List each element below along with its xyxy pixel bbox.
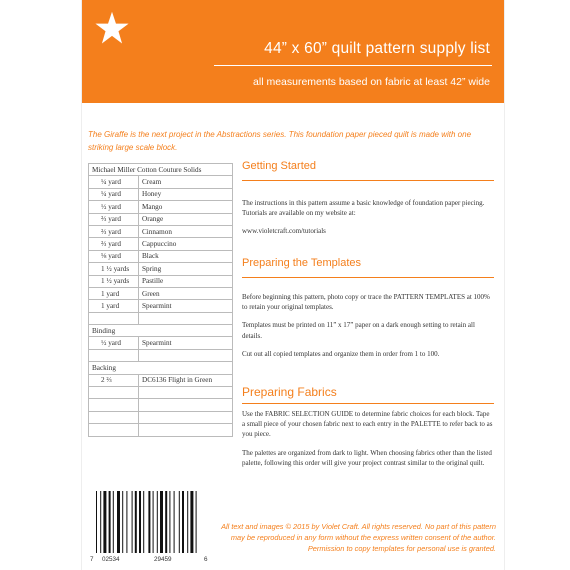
table-row — [89, 349, 233, 361]
fabric-name: Cappuccino — [139, 238, 233, 250]
fabric-name: Spring — [139, 263, 233, 275]
table-row — [89, 424, 233, 436]
page-title: 44” x 60” quilt pattern supply list — [264, 40, 490, 57]
fabrics-paragraph-2: The palettes are organized from dark to light. When choosing fabrics other than the listed palette, following this order will give your project contrast similar to the original quilt. — [242, 448, 492, 467]
fabric-quantity: ⅛ yard — [89, 250, 139, 262]
fabric-quantity: ⅔ yard — [89, 238, 139, 250]
table-section-label: Binding — [89, 325, 233, 337]
table-section-title — [89, 164, 233, 176]
table-row — [89, 225, 233, 237]
section-divider — [242, 180, 494, 181]
table-row — [89, 176, 233, 188]
copyright-footer: All text and images © 2015 by Violet Craft. All rights reserved. No part of this pattern may be reproduced in any form without the express written consent of the author. Permission to copy templates for personal use is granted. — [221, 522, 496, 553]
fabrics-paragraph-1: Use the FABRIC SELECTION GUIDE to determine fabric choices for each block. Tape a small piece of your chosen fabric next to each entry in the PALETTE to refer back to as you piece. — [242, 410, 493, 439]
fabric-name: Orange — [139, 213, 233, 225]
getting-started-paragraph: The instructions in this pattern assume a basic knowledge of foundation paper piecing. Tutorials are available on my website at: — [242, 199, 485, 218]
supply-table — [88, 163, 233, 437]
fabric-name: Spearmint — [139, 337, 233, 349]
templates-paragraph-1: Before beginning this pattern, photo copy or trace the PATTERN TEMPLATES at 100% to retain your original templates. — [242, 293, 490, 312]
page-subtitle: all measurements based on fabric at least 42” wide — [253, 76, 490, 88]
fabric-quantity: ¼ yard — [89, 188, 139, 200]
fabric-quantity: 1 yard — [89, 287, 139, 299]
table-row — [89, 238, 233, 250]
table-row — [89, 263, 233, 275]
header-divider — [214, 65, 492, 66]
templates-paragraph-2: Templates must be printed on 11” x 17” paper on a dark enough setting to retain all details. — [242, 321, 475, 340]
section-divider — [242, 403, 494, 404]
table-section-label: Michael Miller Cotton Couture Solids — [89, 164, 233, 176]
barcode-digit: 6 — [204, 556, 208, 563]
table-row — [89, 399, 233, 411]
table-row — [89, 387, 233, 399]
barcode-digit: 29459 — [154, 556, 172, 563]
table-row — [89, 337, 233, 349]
fabric-quantity: ⅔ yard — [89, 225, 139, 237]
barcode — [90, 491, 210, 555]
barcode-digit: 7 — [90, 556, 94, 563]
intro-text: The Giraffe is the next project in the Abstractions series. This foundation paper pieced quilt is made with one striking large scale block. — [88, 130, 472, 152]
table-section-title — [89, 325, 233, 337]
fabric-name: Black — [139, 250, 233, 262]
table-row — [89, 411, 233, 423]
fabric-quantity: ½ yard — [89, 337, 139, 349]
fabric-name: Pastille — [139, 275, 233, 287]
fabric-quantity: 2 ⅔ — [89, 374, 139, 386]
table-row — [89, 213, 233, 225]
fabric-quantity: 1 yard — [89, 300, 139, 312]
fabric-name: Cinnamon — [139, 225, 233, 237]
header-banner — [82, 0, 504, 103]
pattern-page — [82, 0, 504, 570]
barcode-digit: 02534 — [102, 556, 120, 563]
table-row — [89, 188, 233, 200]
section-title-templates: Preparing the Templates — [242, 257, 362, 269]
fabric-quantity: ¼ yard — [89, 176, 139, 188]
fabric-name: DC6136 Flight in Green — [139, 374, 233, 386]
star-icon — [94, 10, 130, 46]
fabric-name: Spearmint — [139, 300, 233, 312]
section-divider — [242, 277, 494, 278]
fabric-name: Honey — [139, 188, 233, 200]
table-section-title — [89, 362, 233, 374]
table-row — [89, 374, 233, 386]
fabric-quantity: ⅔ yard — [89, 213, 139, 225]
table-row — [89, 287, 233, 299]
table-section-label: Backing — [89, 362, 233, 374]
fabric-quantity: ½ yard — [89, 201, 139, 213]
table-row — [89, 201, 233, 213]
table-row — [89, 250, 233, 262]
fabric-name: Cream — [139, 176, 233, 188]
fabric-name: Mango — [139, 201, 233, 213]
fabric-quantity: 1 ½ yards — [89, 263, 139, 275]
section-title-fabrics: Preparing Fabrics — [242, 385, 337, 399]
table-row — [89, 300, 233, 312]
table-row — [89, 275, 233, 287]
table-row — [89, 312, 233, 324]
templates-paragraph-3: Cut out all copied templates and organize them in order from 1 to 100. — [242, 349, 440, 358]
section-title-getting-started: Getting Started — [242, 160, 316, 172]
fabric-quantity: 1 ½ yards — [89, 275, 139, 287]
tutorials-link[interactable]: www.violetcraft.com/tutorials — [242, 227, 326, 236]
fabric-name: Green — [139, 287, 233, 299]
